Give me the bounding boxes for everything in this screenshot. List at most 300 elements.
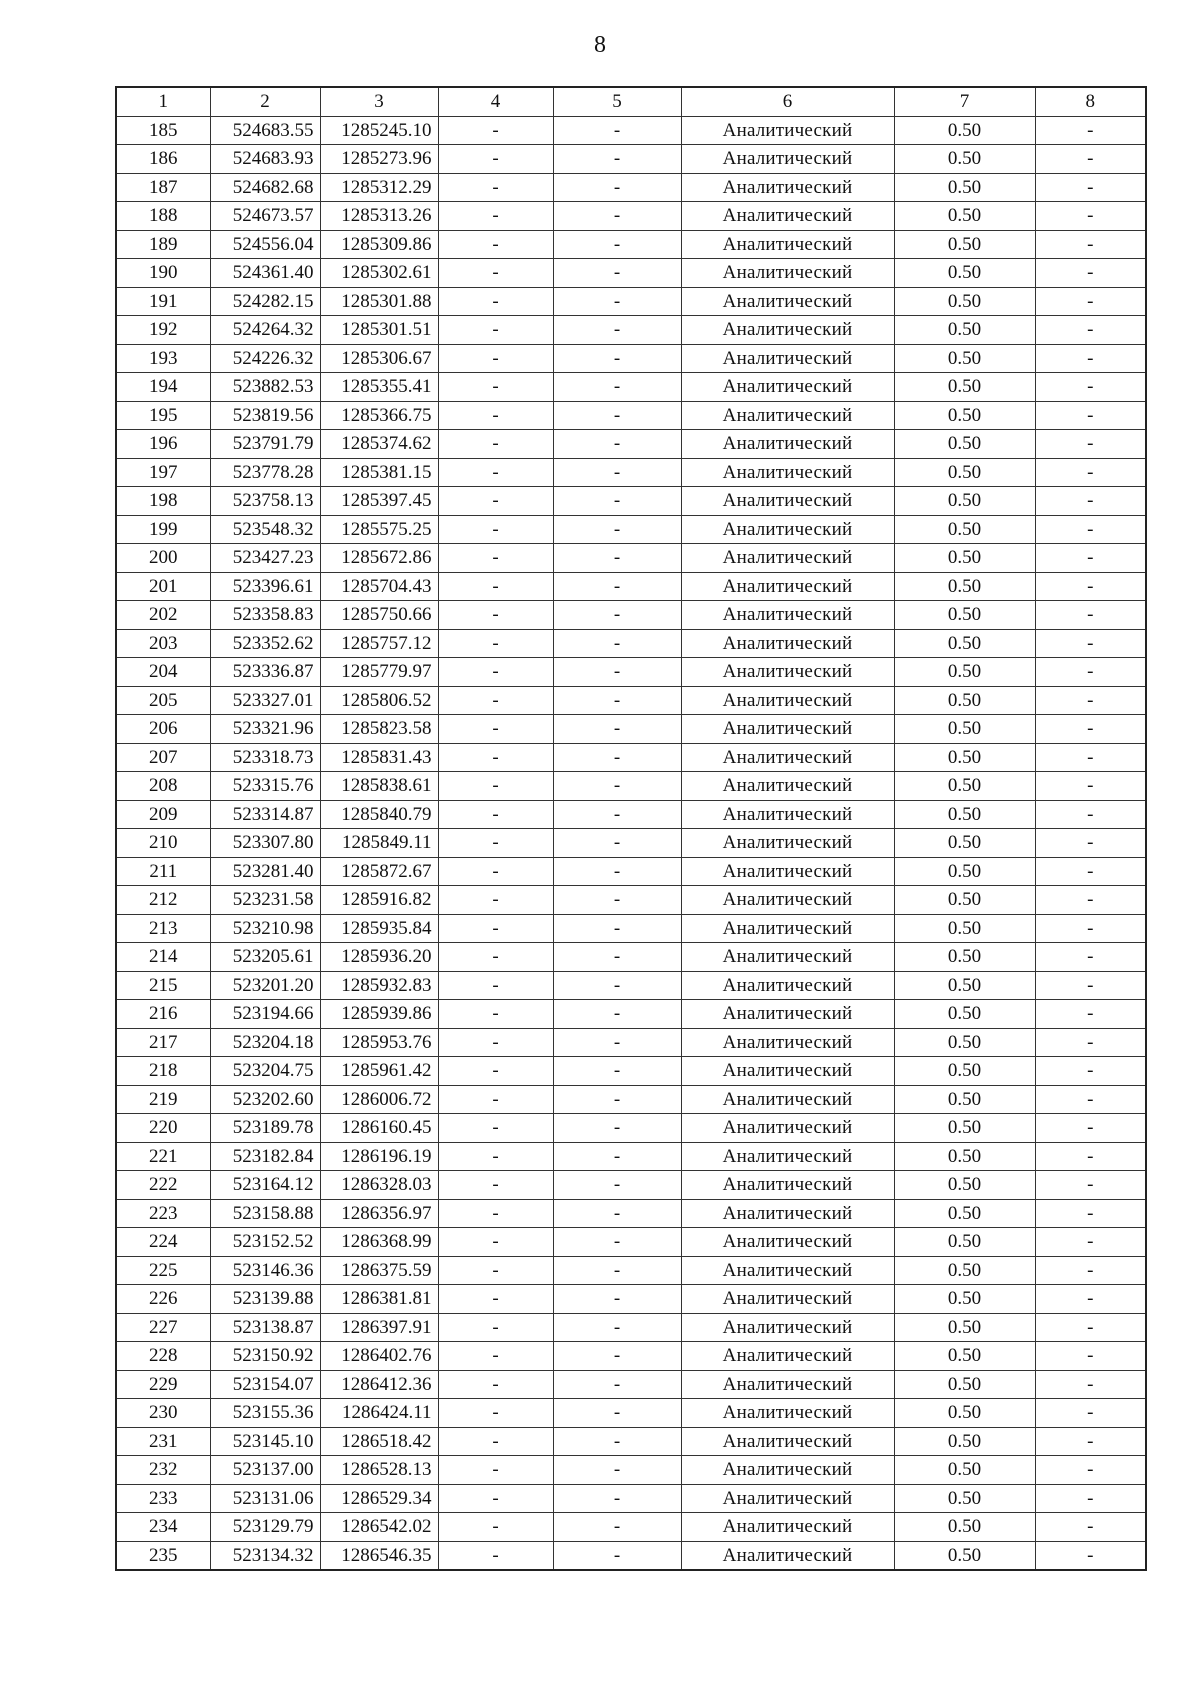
y-coordinate-cell: 1285849.11 <box>320 829 438 858</box>
accuracy-cell: 0.50 <box>894 202 1035 231</box>
x-coordinate-cell: 523205.61 <box>210 943 320 972</box>
x-coordinate-cell: 523778.28 <box>210 458 320 487</box>
table-row <box>116 515 1146 544</box>
table-row <box>116 458 1146 487</box>
column-8-cell: - <box>1035 116 1146 145</box>
column-4-cell: - <box>438 430 553 459</box>
column-8-cell: - <box>1035 715 1146 744</box>
table-row <box>116 772 1146 801</box>
column-5-cell: - <box>553 1085 681 1114</box>
point-number-cell: 210 <box>116 829 210 858</box>
table-row <box>116 287 1146 316</box>
point-number-cell: 201 <box>116 572 210 601</box>
column-4-cell: - <box>438 1256 553 1285</box>
method-cell: Аналитический <box>681 515 894 544</box>
point-number-cell: 217 <box>116 1028 210 1057</box>
y-coordinate-cell: 1286196.19 <box>320 1142 438 1171</box>
y-coordinate-cell: 1285355.41 <box>320 373 438 402</box>
column-5-cell: - <box>553 829 681 858</box>
y-coordinate-cell: 1285806.52 <box>320 686 438 715</box>
column-4-cell: - <box>438 173 553 202</box>
point-number-cell: 203 <box>116 629 210 658</box>
accuracy-cell: 0.50 <box>894 1513 1035 1542</box>
column-5-cell: - <box>553 1399 681 1428</box>
y-coordinate-cell: 1286402.76 <box>320 1342 438 1371</box>
column-8-cell: - <box>1035 1313 1146 1342</box>
point-number-cell: 224 <box>116 1228 210 1257</box>
point-number-cell: 222 <box>116 1171 210 1200</box>
method-cell: Аналитический <box>681 401 894 430</box>
y-coordinate-cell: 1285953.76 <box>320 1028 438 1057</box>
column-4-cell: - <box>438 800 553 829</box>
column-4-cell: - <box>438 715 553 744</box>
accuracy-cell: 0.50 <box>894 116 1035 145</box>
point-number-cell: 198 <box>116 487 210 516</box>
column-4-cell: - <box>438 344 553 373</box>
method-cell: Аналитический <box>681 715 894 744</box>
table-row <box>116 344 1146 373</box>
table-row <box>116 943 1146 972</box>
x-coordinate-cell: 523819.56 <box>210 401 320 430</box>
column-4-cell: - <box>438 1370 553 1399</box>
page-number: 8 <box>594 32 606 58</box>
table-row <box>116 373 1146 402</box>
y-coordinate-cell: 1286006.72 <box>320 1085 438 1114</box>
y-coordinate-cell: 1285397.45 <box>320 487 438 516</box>
column-4-cell: - <box>438 1114 553 1143</box>
accuracy-cell: 0.50 <box>894 1142 1035 1171</box>
column-8-cell: - <box>1035 287 1146 316</box>
point-number-cell: 232 <box>116 1456 210 1485</box>
point-number-cell: 216 <box>116 1000 210 1029</box>
column-5-cell: - <box>553 1114 681 1143</box>
column-4-cell: - <box>438 1427 553 1456</box>
table-row <box>116 1513 1146 1542</box>
column-5-cell: - <box>553 1513 681 1542</box>
y-coordinate-cell: 1285312.29 <box>320 173 438 202</box>
table-row <box>116 1085 1146 1114</box>
table-row <box>116 715 1146 744</box>
y-coordinate-cell: 1286328.03 <box>320 1171 438 1200</box>
accuracy-cell: 0.50 <box>894 1199 1035 1228</box>
column-5-cell: - <box>553 1342 681 1371</box>
point-number-cell: 230 <box>116 1399 210 1428</box>
y-coordinate-cell: 1285831.43 <box>320 743 438 772</box>
method-cell: Аналитический <box>681 1456 894 1485</box>
coordinates-table <box>115 86 1147 1571</box>
accuracy-cell: 0.50 <box>894 316 1035 345</box>
y-coordinate-cell: 1286518.42 <box>320 1427 438 1456</box>
point-number-cell: 218 <box>116 1057 210 1086</box>
y-coordinate-cell: 1285840.79 <box>320 800 438 829</box>
x-coordinate-cell: 523137.00 <box>210 1456 320 1485</box>
y-coordinate-cell: 1285381.15 <box>320 458 438 487</box>
accuracy-cell: 0.50 <box>894 1285 1035 1314</box>
point-number-cell: 215 <box>116 971 210 1000</box>
x-coordinate-cell: 524683.55 <box>210 116 320 145</box>
x-coordinate-cell: 523202.60 <box>210 1085 320 1114</box>
column-8-cell: - <box>1035 743 1146 772</box>
accuracy-cell: 0.50 <box>894 1057 1035 1086</box>
y-coordinate-cell: 1285704.43 <box>320 572 438 601</box>
column-5-cell: - <box>553 344 681 373</box>
column-8-cell: - <box>1035 458 1146 487</box>
x-coordinate-cell: 523152.52 <box>210 1228 320 1257</box>
accuracy-cell: 0.50 <box>894 971 1035 1000</box>
accuracy-cell: 0.50 <box>894 572 1035 601</box>
y-coordinate-cell: 1286375.59 <box>320 1256 438 1285</box>
y-coordinate-cell: 1286528.13 <box>320 1456 438 1485</box>
x-coordinate-cell: 523134.32 <box>210 1541 320 1570</box>
accuracy-cell: 0.50 <box>894 686 1035 715</box>
x-coordinate-cell: 523189.78 <box>210 1114 320 1143</box>
table-row <box>116 230 1146 259</box>
x-coordinate-cell: 523318.73 <box>210 743 320 772</box>
method-cell: Аналитический <box>681 1171 894 1200</box>
column-4-cell: - <box>438 1199 553 1228</box>
table-row <box>116 259 1146 288</box>
point-number-cell: 199 <box>116 515 210 544</box>
table-row <box>116 1028 1146 1057</box>
table-row <box>116 601 1146 630</box>
table-row <box>116 1456 1146 1485</box>
table-row <box>116 1114 1146 1143</box>
column-8-cell: - <box>1035 1057 1146 1086</box>
y-coordinate-cell: 1286356.97 <box>320 1199 438 1228</box>
column-header: 4 <box>438 87 553 116</box>
method-cell: Аналитический <box>681 800 894 829</box>
x-coordinate-cell: 523150.92 <box>210 1342 320 1371</box>
accuracy-cell: 0.50 <box>894 1370 1035 1399</box>
column-4-cell: - <box>438 971 553 1000</box>
column-8-cell: - <box>1035 1285 1146 1314</box>
column-4-cell: - <box>438 943 553 972</box>
method-cell: Аналитический <box>681 373 894 402</box>
table-row <box>116 1256 1146 1285</box>
method-cell: Аналитический <box>681 487 894 516</box>
x-coordinate-cell: 524264.32 <box>210 316 320 345</box>
accuracy-cell: 0.50 <box>894 259 1035 288</box>
column-4-cell: - <box>438 145 553 174</box>
point-number-cell: 185 <box>116 116 210 145</box>
column-8-cell: - <box>1035 173 1146 202</box>
x-coordinate-cell: 524226.32 <box>210 344 320 373</box>
y-coordinate-cell: 1285838.61 <box>320 772 438 801</box>
column-5-cell: - <box>553 1171 681 1200</box>
point-number-cell: 214 <box>116 943 210 972</box>
column-8-cell: - <box>1035 1456 1146 1485</box>
column-8-cell: - <box>1035 1085 1146 1114</box>
table-row <box>116 487 1146 516</box>
point-number-cell: 235 <box>116 1541 210 1570</box>
column-5-cell: - <box>553 1142 681 1171</box>
y-coordinate-cell: 1285916.82 <box>320 886 438 915</box>
point-number-cell: 196 <box>116 430 210 459</box>
method-cell: Аналитический <box>681 1399 894 1428</box>
column-4-cell: - <box>438 1313 553 1342</box>
x-coordinate-cell: 523281.40 <box>210 857 320 886</box>
table-row <box>116 1399 1146 1428</box>
x-coordinate-cell: 523336.87 <box>210 658 320 687</box>
method-cell: Аналитический <box>681 259 894 288</box>
method-cell: Аналитический <box>681 1370 894 1399</box>
method-cell: Аналитический <box>681 1541 894 1570</box>
y-coordinate-cell: 1285672.86 <box>320 544 438 573</box>
point-number-cell: 191 <box>116 287 210 316</box>
column-8-cell: - <box>1035 886 1146 915</box>
y-coordinate-cell: 1285313.26 <box>320 202 438 231</box>
x-coordinate-cell: 523321.96 <box>210 715 320 744</box>
x-coordinate-cell: 523758.13 <box>210 487 320 516</box>
point-number-cell: 190 <box>116 259 210 288</box>
column-8-cell: - <box>1035 1342 1146 1371</box>
point-number-cell: 209 <box>116 800 210 829</box>
table-row <box>116 202 1146 231</box>
column-4-cell: - <box>438 572 553 601</box>
x-coordinate-cell: 524361.40 <box>210 259 320 288</box>
accuracy-cell: 0.50 <box>894 1171 1035 1200</box>
y-coordinate-cell: 1285302.61 <box>320 259 438 288</box>
accuracy-cell: 0.50 <box>894 629 1035 658</box>
column-4-cell: - <box>438 1228 553 1257</box>
accuracy-cell: 0.50 <box>894 601 1035 630</box>
accuracy-cell: 0.50 <box>894 1228 1035 1257</box>
point-number-cell: 187 <box>116 173 210 202</box>
method-cell: Аналитический <box>681 1000 894 1029</box>
x-coordinate-cell: 523139.88 <box>210 1285 320 1314</box>
point-number-cell: 197 <box>116 458 210 487</box>
column-5-cell: - <box>553 173 681 202</box>
accuracy-cell: 0.50 <box>894 458 1035 487</box>
method-cell: Аналитический <box>681 1085 894 1114</box>
column-4-cell: - <box>438 1342 553 1371</box>
column-5-cell: - <box>553 857 681 886</box>
point-number-cell: 221 <box>116 1142 210 1171</box>
table-row <box>116 914 1146 943</box>
column-8-cell: - <box>1035 1199 1146 1228</box>
column-4-cell: - <box>438 458 553 487</box>
method-cell: Аналитический <box>681 572 894 601</box>
point-number-cell: 227 <box>116 1313 210 1342</box>
method-cell: Аналитический <box>681 1313 894 1342</box>
x-coordinate-cell: 523194.66 <box>210 1000 320 1029</box>
column-5-cell: - <box>553 230 681 259</box>
accuracy-cell: 0.50 <box>894 1256 1035 1285</box>
column-4-cell: - <box>438 1513 553 1542</box>
column-4-cell: - <box>438 914 553 943</box>
y-coordinate-cell: 1285936.20 <box>320 943 438 972</box>
column-8-cell: - <box>1035 230 1146 259</box>
column-8-cell: - <box>1035 914 1146 943</box>
column-8-cell: - <box>1035 1256 1146 1285</box>
column-5-cell: - <box>553 1028 681 1057</box>
method-cell: Аналитический <box>681 1484 894 1513</box>
column-5-cell: - <box>553 572 681 601</box>
accuracy-cell: 0.50 <box>894 230 1035 259</box>
column-5-cell: - <box>553 487 681 516</box>
column-5-cell: - <box>553 1256 681 1285</box>
column-4-cell: - <box>438 373 553 402</box>
x-coordinate-cell: 523145.10 <box>210 1427 320 1456</box>
column-8-cell: - <box>1035 1370 1146 1399</box>
column-8-cell: - <box>1035 145 1146 174</box>
point-number-cell: 195 <box>116 401 210 430</box>
column-8-cell: - <box>1035 1114 1146 1143</box>
column-4-cell: - <box>438 1085 553 1114</box>
table-row <box>116 1427 1146 1456</box>
column-4-cell: - <box>438 686 553 715</box>
y-coordinate-cell: 1285750.66 <box>320 601 438 630</box>
accuracy-cell: 0.50 <box>894 1313 1035 1342</box>
column-8-cell: - <box>1035 829 1146 858</box>
method-cell: Аналитический <box>681 344 894 373</box>
x-coordinate-cell: 524282.15 <box>210 287 320 316</box>
method-cell: Аналитический <box>681 1285 894 1314</box>
table-row <box>116 401 1146 430</box>
column-8-cell: - <box>1035 857 1146 886</box>
y-coordinate-cell: 1286160.45 <box>320 1114 438 1143</box>
column-header: 5 <box>553 87 681 116</box>
table-row <box>116 173 1146 202</box>
point-number-cell: 231 <box>116 1427 210 1456</box>
method-cell: Аналитический <box>681 1028 894 1057</box>
table-row <box>116 430 1146 459</box>
point-number-cell: 226 <box>116 1285 210 1314</box>
method-cell: Аналитический <box>681 230 894 259</box>
y-coordinate-cell: 1286381.81 <box>320 1285 438 1314</box>
method-cell: Аналитический <box>681 658 894 687</box>
y-coordinate-cell: 1285366.75 <box>320 401 438 430</box>
point-number-cell: 220 <box>116 1114 210 1143</box>
table-body <box>116 116 1146 1570</box>
column-5-cell: - <box>553 914 681 943</box>
y-coordinate-cell: 1285939.86 <box>320 1000 438 1029</box>
column-8-cell: - <box>1035 1541 1146 1570</box>
x-coordinate-cell: 523548.32 <box>210 515 320 544</box>
accuracy-cell: 0.50 <box>894 886 1035 915</box>
accuracy-cell: 0.50 <box>894 401 1035 430</box>
column-5-cell: - <box>553 971 681 1000</box>
y-coordinate-cell: 1285757.12 <box>320 629 438 658</box>
y-coordinate-cell: 1285961.42 <box>320 1057 438 1086</box>
column-5-cell: - <box>553 800 681 829</box>
column-4-cell: - <box>438 829 553 858</box>
x-coordinate-cell: 523204.75 <box>210 1057 320 1086</box>
accuracy-cell: 0.50 <box>894 857 1035 886</box>
column-5-cell: - <box>553 629 681 658</box>
column-5-cell: - <box>553 287 681 316</box>
point-number-cell: 223 <box>116 1199 210 1228</box>
method-cell: Аналитический <box>681 857 894 886</box>
table-row <box>116 1228 1146 1257</box>
table-row <box>116 857 1146 886</box>
x-coordinate-cell: 523358.83 <box>210 601 320 630</box>
x-coordinate-cell: 523396.61 <box>210 572 320 601</box>
y-coordinate-cell: 1286412.36 <box>320 1370 438 1399</box>
table-row <box>116 1057 1146 1086</box>
accuracy-cell: 0.50 <box>894 287 1035 316</box>
accuracy-cell: 0.50 <box>894 1399 1035 1428</box>
column-5-cell: - <box>553 715 681 744</box>
column-8-cell: - <box>1035 1427 1146 1456</box>
accuracy-cell: 0.50 <box>894 1028 1035 1057</box>
column-8-cell: - <box>1035 658 1146 687</box>
method-cell: Аналитический <box>681 943 894 972</box>
method-cell: Аналитический <box>681 430 894 459</box>
x-coordinate-cell: 524683.93 <box>210 145 320 174</box>
column-8-cell: - <box>1035 515 1146 544</box>
column-5-cell: - <box>553 458 681 487</box>
column-4-cell: - <box>438 544 553 573</box>
point-number-cell: 211 <box>116 857 210 886</box>
column-4-cell: - <box>438 1285 553 1314</box>
point-number-cell: 228 <box>116 1342 210 1371</box>
column-8-cell: - <box>1035 487 1146 516</box>
x-coordinate-cell: 523791.79 <box>210 430 320 459</box>
x-coordinate-cell: 523155.36 <box>210 1399 320 1428</box>
point-number-cell: 208 <box>116 772 210 801</box>
column-4-cell: - <box>438 316 553 345</box>
point-number-cell: 229 <box>116 1370 210 1399</box>
table-row <box>116 544 1146 573</box>
column-8-cell: - <box>1035 1142 1146 1171</box>
column-5-cell: - <box>553 686 681 715</box>
accuracy-cell: 0.50 <box>894 173 1035 202</box>
method-cell: Аналитический <box>681 686 894 715</box>
column-4-cell: - <box>438 1142 553 1171</box>
table-row <box>116 1171 1146 1200</box>
table-row <box>116 1484 1146 1513</box>
accuracy-cell: 0.50 <box>894 1541 1035 1570</box>
method-cell: Аналитический <box>681 829 894 858</box>
column-4-cell: - <box>438 1171 553 1200</box>
column-8-cell: - <box>1035 544 1146 573</box>
column-4-cell: - <box>438 487 553 516</box>
method-cell: Аналитический <box>681 1142 894 1171</box>
point-number-cell: 189 <box>116 230 210 259</box>
accuracy-cell: 0.50 <box>894 344 1035 373</box>
column-4-cell: - <box>438 202 553 231</box>
column-5-cell: - <box>553 1370 681 1399</box>
column-header: 1 <box>116 87 210 116</box>
point-number-cell: 192 <box>116 316 210 345</box>
column-8-cell: - <box>1035 259 1146 288</box>
column-8-cell: - <box>1035 1228 1146 1257</box>
table-row <box>116 1541 1146 1570</box>
accuracy-cell: 0.50 <box>894 145 1035 174</box>
column-5-cell: - <box>553 1313 681 1342</box>
point-number-cell: 233 <box>116 1484 210 1513</box>
method-cell: Аналитический <box>681 1513 894 1542</box>
column-header: 3 <box>320 87 438 116</box>
method-cell: Аналитический <box>681 772 894 801</box>
y-coordinate-cell: 1286542.02 <box>320 1513 438 1542</box>
table-row <box>116 145 1146 174</box>
method-cell: Аналитический <box>681 601 894 630</box>
accuracy-cell: 0.50 <box>894 1484 1035 1513</box>
column-header: 6 <box>681 87 894 116</box>
x-coordinate-cell: 524556.04 <box>210 230 320 259</box>
x-coordinate-cell: 523158.88 <box>210 1199 320 1228</box>
column-5-cell: - <box>553 886 681 915</box>
column-4-cell: - <box>438 1399 553 1428</box>
method-cell: Аналитический <box>681 971 894 1000</box>
column-8-cell: - <box>1035 1171 1146 1200</box>
x-coordinate-cell: 523129.79 <box>210 1513 320 1542</box>
column-5-cell: - <box>553 401 681 430</box>
x-coordinate-cell: 523315.76 <box>210 772 320 801</box>
column-4-cell: - <box>438 772 553 801</box>
